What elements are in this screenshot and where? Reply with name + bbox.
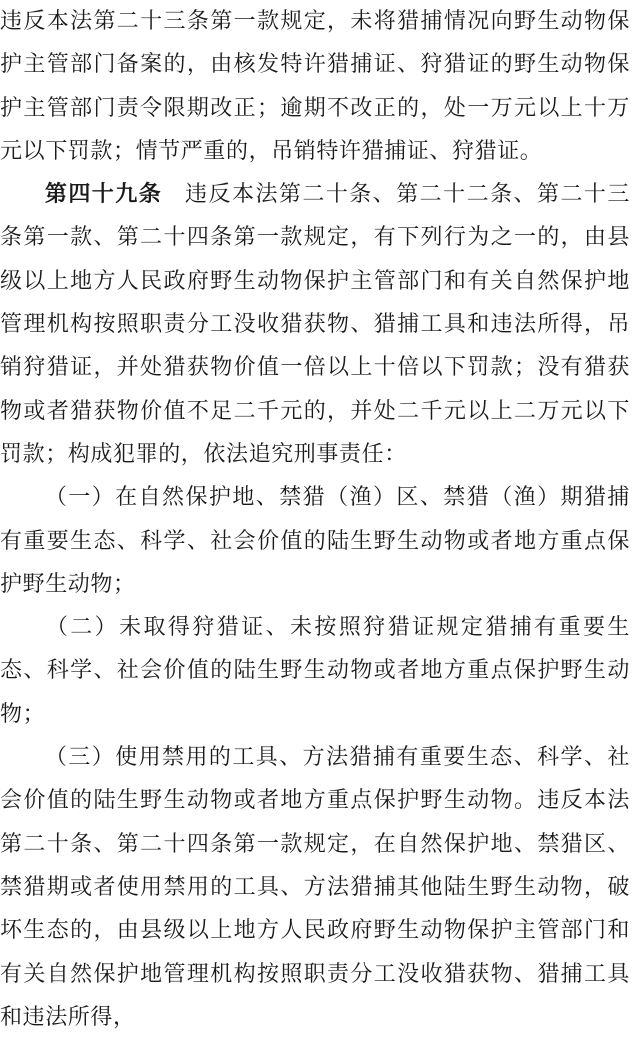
paragraph-continuation: 违反本法第二十三条第一款规定，未将猎捕情况向野生动物保护主管部门备案的，由核发特许猎捕证、狩猎证的野生动物保护主管部门责令限期改正；逾期不改正的，处一万元以上十万元以下罚款；情节严重的，吊销特许猎捕证、狩猎证。 [0, 9, 630, 164]
paragraph-article-49 [0, 173, 630, 476]
article-body: 违反本法第二十条、第二十二条、第二十三条第一款、第二十四条第一款规定，有下列行为之一的，由县级以上地方人民政府野生动物保护主管部门和有关自然保护地管理机构按照职责分工没收猎获物、猎捕工具和违法所得，吊销狩猎证，并处猎获物价值一倍以上十倍以下罚款；没有猎获物或者猎获物价值不足二千元的，并处二千元以上二万元以下罚款；构成犯罪的，依法追究刑事责任： [0, 182, 630, 467]
item-text: （三）使用禁用的工具、方法猎捕有重要生态、科学、社会价值的陆生野生动物或者地方重点保护野生动物。违反本法第二十条、第二十四条第一款规定，在自然保护地、禁猎区、禁猎期或者使用禁用的工具、方法猎捕其他陆生野生动物，破坏生态的，由县级以上地方人民政府野生动物保护主管部门和有关自然保护地管理机构按照职责分工没收猎获物、猎捕工具和违法所得， [0, 745, 630, 1030]
paragraph-item-1 [0, 476, 630, 606]
paragraph-item-2 [0, 606, 630, 736]
item-text: （一）在自然保护地、禁猎（渔）区、禁猎（渔）期猎捕有重要生态、科学、社会价值的陆生野生动物或者地方重点保护野生动物； [0, 485, 630, 597]
paragraph-item-3 [0, 736, 630, 1039]
item-text: （二）未取得狩猎证、未按照狩猎证规定猎捕有重要生态、科学、社会价值的陆生野生动物或者地方重点保护野生动物； [0, 615, 630, 727]
article-number: 第四十九条 [44, 181, 163, 208]
